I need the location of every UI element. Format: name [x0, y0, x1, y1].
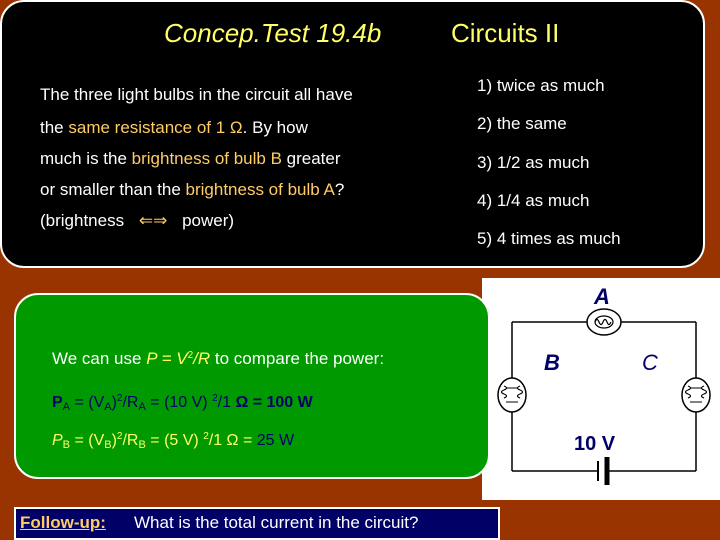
- battery-voltage-label: 10 V: [574, 433, 616, 455]
- bulb-c-icon: [682, 378, 710, 412]
- eq-sub: A: [104, 401, 112, 413]
- eq-part: /1 Ω =: [208, 432, 257, 449]
- answer-option-5[interactable]: 5) 4 times as much: [477, 229, 621, 248]
- eq-result: Ω = 100 W: [235, 394, 313, 411]
- formula-text: P = V: [146, 349, 188, 368]
- followup-bar: [14, 507, 500, 540]
- question-text: power): [182, 211, 235, 230]
- eq-part: ): [111, 432, 117, 449]
- question-line-4: [40, 180, 344, 200]
- question-text: (brightness: [40, 211, 125, 230]
- question-text: the: [40, 118, 69, 137]
- bulb-b-icon: [498, 378, 526, 412]
- eq-part: P: [52, 394, 63, 411]
- eq-part: /R: [122, 394, 139, 411]
- power-a-equation: [52, 393, 313, 413]
- eq-sup: 2: [203, 431, 209, 442]
- eq-sub: B: [62, 439, 71, 451]
- explanation-text: We can use: [52, 349, 147, 368]
- slide-subtitle: Circuits II: [451, 18, 560, 48]
- formula: [146, 349, 210, 368]
- eq-sup: 2: [212, 393, 218, 404]
- eq-part: = (5 V): [145, 432, 204, 449]
- question-text: or smaller than the: [40, 180, 186, 199]
- question-line-5: [40, 211, 234, 231]
- question-panel: [0, 0, 705, 268]
- slide-title: Concep.Test 19.4b: [164, 18, 382, 48]
- eq-sub: B: [138, 439, 146, 451]
- question-text: The three light bulbs in the circuit all have: [40, 85, 353, 104]
- eq-sup: 2: [116, 393, 123, 404]
- question-line-2: [40, 118, 308, 138]
- question-line-3: [40, 149, 341, 169]
- explanation-text: to compare the power:: [210, 349, 385, 368]
- answer-option-2[interactable]: 2) the same: [477, 114, 567, 133]
- eq-part: = (V: [70, 394, 105, 411]
- eq-part: /R: [122, 432, 139, 449]
- question-highlight: same resistance of 1 Ω: [68, 118, 243, 137]
- explanation-panel: [14, 293, 490, 479]
- formula-exponent: 2: [187, 350, 194, 361]
- explanation-line: [52, 349, 384, 369]
- question-highlight: brightness of bulb A: [185, 180, 335, 199]
- question-text: greater: [281, 149, 341, 168]
- eq-part: /1: [217, 394, 236, 411]
- followup-label: Follow-up:: [20, 513, 106, 532]
- question-line-1: [40, 85, 353, 105]
- eq-part: P: [52, 432, 63, 449]
- followup-text: What is the total current in the circuit?: [134, 513, 419, 532]
- eq-sup: 2: [116, 431, 123, 442]
- answer-option-1[interactable]: 1) twice as much: [477, 76, 605, 95]
- eq-part: = (V: [70, 432, 105, 449]
- bulb-a-label: A: [594, 284, 610, 309]
- question-highlight: brightness of bulb B: [131, 149, 282, 168]
- question-text: ?: [334, 180, 345, 199]
- question-text: much is the: [40, 149, 132, 168]
- bulb-c-label: C: [642, 350, 658, 375]
- power-b-equation: [52, 431, 294, 451]
- question-text: . By how: [242, 118, 308, 137]
- bulb-a-icon: [587, 309, 621, 335]
- circuit-drawing: [482, 278, 720, 500]
- eq-part: = (10 V): [145, 394, 213, 411]
- eq-sub: A: [138, 401, 146, 413]
- eq-sub: A: [62, 401, 71, 413]
- answer-option-4[interactable]: 4) 1/4 as much: [477, 191, 590, 210]
- circuit-diagram: [482, 278, 720, 500]
- answer-option-3[interactable]: 3) 1/2 as much: [477, 153, 590, 172]
- eq-sub: B: [104, 439, 112, 451]
- double-arrow-icon: ⇐⇒: [138, 211, 168, 230]
- formula-text: /R: [193, 349, 211, 368]
- eq-part: ): [111, 394, 117, 411]
- bulb-b-label: B: [544, 350, 560, 375]
- eq-result: 25 W: [256, 432, 295, 449]
